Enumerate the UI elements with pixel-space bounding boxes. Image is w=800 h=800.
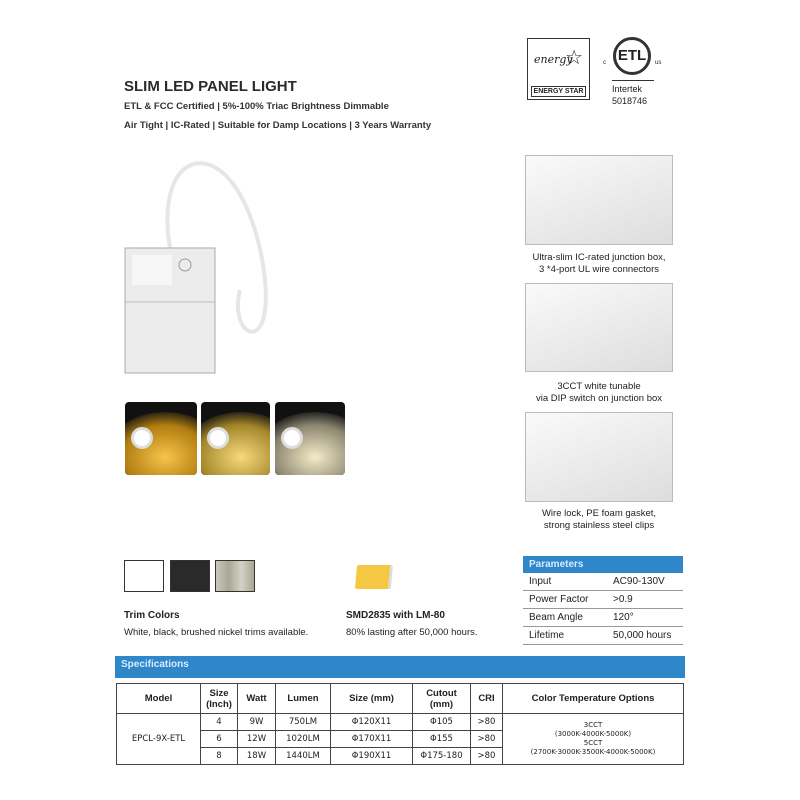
table-header-cell: CRI	[471, 684, 503, 714]
led-text: 80% lasting after 50,000 hours.	[346, 627, 478, 638]
etl-us: us	[655, 60, 662, 66]
table-cell: 18W	[238, 748, 276, 765]
trim-title: Trim Colors	[124, 610, 180, 621]
text	[207, 427, 229, 449]
table-cell: 1020LM	[276, 731, 331, 748]
light-photo-warm	[125, 402, 197, 475]
page-title: SLIM LED PANEL LIGHT	[124, 78, 297, 95]
trim-swatch-white	[124, 560, 164, 592]
trim-text: White, black, brushed nickel trims available.	[124, 627, 309, 638]
text: (3000K-4000K-5000K)	[554, 730, 632, 738]
feature-line-2: Air Tight | IC-Rated | Suitable for Damp Locations | 3 Years Warranty	[124, 120, 432, 131]
table-cell: Φ105	[413, 714, 471, 731]
feature-caption: Ultra-slim IC-rated junction box,	[532, 252, 666, 263]
feature-caption: strong stainless steel clips	[543, 520, 655, 531]
param-row	[523, 591, 683, 609]
table-header-cell: Cutout (mm)	[413, 684, 471, 714]
gasket-clips-photo	[525, 412, 673, 502]
feature-caption: 3CCT white tunable	[557, 381, 641, 392]
table-cell: >80	[471, 731, 503, 748]
text	[281, 427, 303, 449]
text	[612, 80, 654, 81]
text	[131, 427, 153, 449]
text: Beam Angle	[529, 612, 583, 623]
feature-caption: 3 *4-port UL wire connectors	[538, 264, 660, 275]
table-cell: >80	[471, 748, 503, 765]
param-row	[523, 627, 683, 645]
table-cell: 750LM	[276, 714, 331, 731]
table-header-cell: Model	[117, 684, 201, 714]
text: AC90-130V	[613, 576, 665, 587]
table-cell: 12W	[238, 731, 276, 748]
specifications-table	[116, 683, 684, 765]
table-header-cell: Watt	[238, 684, 276, 714]
table-cell	[503, 714, 684, 765]
feature-line-1: ETL & FCC Certified | 5%-100% Triac Brightness Dimmable	[124, 101, 389, 112]
table-cell: 4	[201, 714, 238, 731]
text: Lifetime	[529, 630, 565, 641]
table-header-cell: Lumen	[276, 684, 331, 714]
text: 5CCT	[583, 739, 603, 747]
led-chip-image	[355, 565, 393, 589]
feature-caption: Wire lock, PE foam gasket,	[541, 508, 657, 519]
etl-lab: Intertek	[612, 84, 643, 94]
table-cell: Φ155	[413, 731, 471, 748]
energy-star-script: energy	[534, 53, 573, 66]
table-header-cell: Size (Inch)	[201, 684, 238, 714]
star-icon: ☆	[565, 47, 583, 69]
text	[132, 255, 172, 285]
table-cell: Φ120X11	[331, 714, 413, 731]
feature-caption: via DIP switch on junction box	[535, 393, 663, 404]
etl-logo: ETL	[613, 37, 651, 75]
text: (2700K-3000K-3500K-4000K-5000K)	[530, 748, 656, 756]
trim-swatch-nickel	[215, 560, 255, 592]
text	[117, 684, 684, 765]
table-row	[117, 714, 684, 731]
table-cell: 9W	[238, 714, 276, 731]
text: Input	[529, 576, 552, 587]
text	[117, 684, 684, 714]
specifications-header: Specifications	[115, 656, 685, 678]
table-cell: Φ190X11	[331, 748, 413, 765]
table-header-cell: Size (mm)	[331, 684, 413, 714]
junction-box-photo	[525, 155, 673, 245]
table-cell: 8	[201, 748, 238, 765]
text: 50,000 hours	[613, 630, 672, 641]
table-cell: EPCL-9X-ETL	[117, 714, 201, 765]
product-image	[120, 150, 280, 380]
light-photo-cool	[275, 402, 345, 475]
param-row	[523, 573, 683, 591]
parameters-panel	[523, 556, 683, 645]
param-row	[523, 609, 683, 627]
led-title: SMD2835 with LM-80	[346, 610, 445, 621]
table-cell: 6	[201, 731, 238, 748]
trim-swatch-black	[170, 560, 210, 592]
table-cell: Φ175-180	[413, 748, 471, 765]
table-header-cell: Color Temperature Options	[503, 684, 684, 714]
dip-switch-photo	[525, 283, 673, 372]
table-cell: >80	[471, 714, 503, 731]
text: >0.9	[613, 594, 633, 605]
table-cell: Φ170X11	[331, 731, 413, 748]
text: 120°	[613, 612, 634, 623]
energy-star-logo	[527, 38, 590, 100]
etl-c: c	[603, 60, 606, 66]
light-photo-neutral	[201, 402, 270, 475]
parameters-header: Parameters	[523, 556, 683, 573]
text: 3CCT	[583, 721, 603, 729]
energy-star-label: ENERGY STAR	[531, 86, 586, 97]
etl-number: 5018746	[612, 96, 648, 106]
text: Power Factor	[529, 594, 589, 605]
table-cell: 1440LM	[276, 748, 331, 765]
